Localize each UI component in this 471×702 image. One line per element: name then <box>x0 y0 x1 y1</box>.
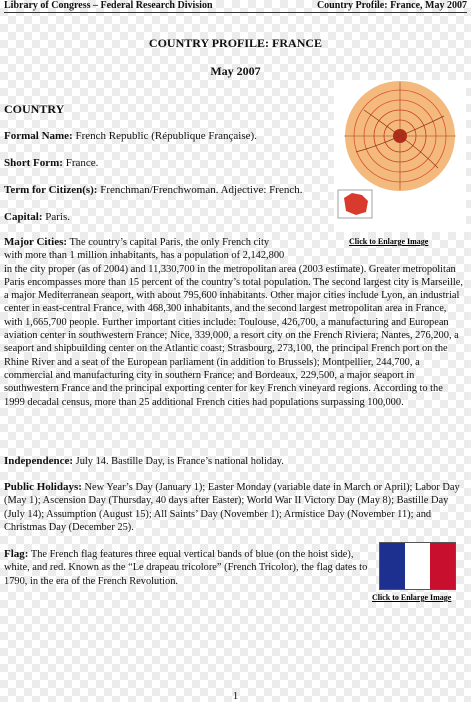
short-form-field <box>4 157 98 170</box>
capital-label: Capital: <box>4 211 43 223</box>
header-left: Library of Congress – Federal Research Division <box>4 0 213 11</box>
holidays-value: New Year’s Day (January 1); Easter Monday (variable date in March or April); Labor Day (May 1); Ascension Day (Thursday, 40 days after Easter); World War II Victory Day (May 8); Bastille Day (July 14); Assumption (August 15); All Saints’ Day (November 1); Armistice Day (November 11); and Christmas Day (December 25). <box>4 482 460 533</box>
major-cities-line1: The country’s capital Paris, the only French city <box>69 237 270 248</box>
flag-enlarge-link[interactable]: Click to Enlarge Image <box>372 593 452 602</box>
header-right: Country Profile: France, May 2007 <box>316 0 467 11</box>
page-number: 1 <box>232 690 239 702</box>
map-image[interactable] <box>334 80 466 232</box>
formal-name-value: French Republic (République Française). <box>75 130 257 142</box>
map-enlarge-link[interactable]: Click to Enlarge Image <box>349 237 429 246</box>
section-heading: COUNTRY <box>4 102 65 116</box>
document-title: COUNTRY PROFILE: FRANCE <box>148 36 323 50</box>
citizen-value: Frenchman/Frenchwoman. Adjective: French. <box>100 184 303 196</box>
independence-value: July 14. Bastille Day, is France’s national holiday. <box>75 456 284 467</box>
page-header <box>4 0 467 13</box>
flag-description: The French flag features three equal vertical bands of blue (on the hoist side), white, and red. Known as the “Le drapeau tricolore” (French Tricolor), the flag dates to 1790, in the era of the French Revolution. <box>4 549 368 587</box>
independence-label: Independence: <box>4 455 74 467</box>
holidays-label: Public Holidays: <box>4 481 82 493</box>
major-cities-label: Major Cities: <box>4 236 68 248</box>
flag-white-band <box>405 543 430 589</box>
capital-field <box>4 211 70 224</box>
flag-blue-band <box>380 543 405 589</box>
citizen-field <box>4 184 302 197</box>
document-date: May 2007 <box>210 64 261 78</box>
formal-name-field <box>4 130 257 143</box>
major-cities-line2: with more than 1 million inhabitants, has a population of 2,142,800 <box>4 250 285 262</box>
independence-paragraph <box>4 455 466 468</box>
formal-name-label: Formal Name: <box>4 130 73 142</box>
capital-value: Paris. <box>45 211 70 223</box>
flag-label: Flag: <box>4 548 29 560</box>
citizen-label: Term for Citizen(s): <box>4 184 98 196</box>
major-cities-paragraph <box>4 236 466 409</box>
major-cities-body: in the city proper (as of 2004) and 11,330,700 in the metropolitan area (2003 estimate). Greater metropolitan Paris encompasses more than 15 percent of the country’s total population. The second largest city is Marseille, a major Mediterranean seaport, with about 795,600 inhabitants. Other major cities include Lyon, an industrial center in east-central France, with 468,300 inhabitants, and the second largest metropolitan area in France, with 1,665,700 people. Further important cities include: Toulouse, 426,700, a manufacturing and European aviation center in southwestern France; Nice, 339,000, a resort city on the French Riviera; Nantes, 276,200, a seaport and shipbuilding center on the Atlantic coast; Strasbourg, 273,100, the principal French port on the Rhine River and a seat of the European parliament (in addition to Brussels); Montpellier, 244,700, a commercial and manufacturing city in southern France; and Bordeaux, 229,500, a major seaport in southwestern France and the principal exporting center for key French vineyard regions. According to the 1999 decadal census, more than 25 additional French cities had populations surpassing 100,000. <box>4 263 463 408</box>
holidays-paragraph <box>4 481 466 534</box>
french-flag-image[interactable] <box>379 542 456 590</box>
short-form-value: France. <box>65 157 99 169</box>
short-form-label: Short Form: <box>4 157 63 169</box>
flag-red-band <box>430 543 455 589</box>
